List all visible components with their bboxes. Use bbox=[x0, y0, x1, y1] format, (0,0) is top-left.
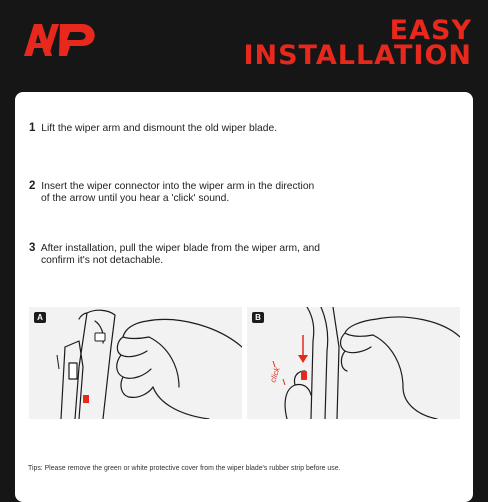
step-number: 3 bbox=[29, 242, 36, 254]
headline-line2: INSTALLATION bbox=[243, 40, 472, 71]
step-text: After installation, pull the wiper blade from the wiper arm, and bbox=[40, 243, 321, 254]
step-1 bbox=[29, 122, 449, 135]
step-text-continued: of the arrow until you hear a 'click' sound. bbox=[41, 193, 230, 204]
hand-lifting-wiper-illustration-icon bbox=[29, 307, 242, 419]
brand-logo-icon bbox=[20, 20, 100, 60]
panel-label: A bbox=[34, 312, 46, 323]
tips-note: Tips: Please remove the green or white protective cover from the wiper blade's rubber strip before use. bbox=[28, 465, 341, 472]
step-3 bbox=[29, 242, 449, 267]
step-text-continued: confirm it's not detachable. bbox=[41, 255, 164, 266]
click-annotation: click bbox=[268, 366, 282, 384]
step-text: Lift the wiper arm and dismount the old wiper blade. bbox=[41, 123, 278, 134]
instructions-card bbox=[15, 92, 473, 502]
step-number: 1 bbox=[29, 122, 36, 134]
step-text: Insert the wiper connector into the wiper arm in the direction bbox=[41, 181, 315, 192]
illustration-panel-a bbox=[29, 307, 242, 419]
panel-label: B bbox=[252, 312, 264, 323]
headline-line1: EASY bbox=[389, 15, 472, 46]
step-2 bbox=[29, 180, 449, 205]
page-headline bbox=[243, 15, 472, 71]
illustration-panel-b bbox=[247, 307, 460, 419]
hand-inserting-connector-illustration-icon bbox=[247, 307, 460, 419]
step-number: 2 bbox=[29, 180, 36, 192]
